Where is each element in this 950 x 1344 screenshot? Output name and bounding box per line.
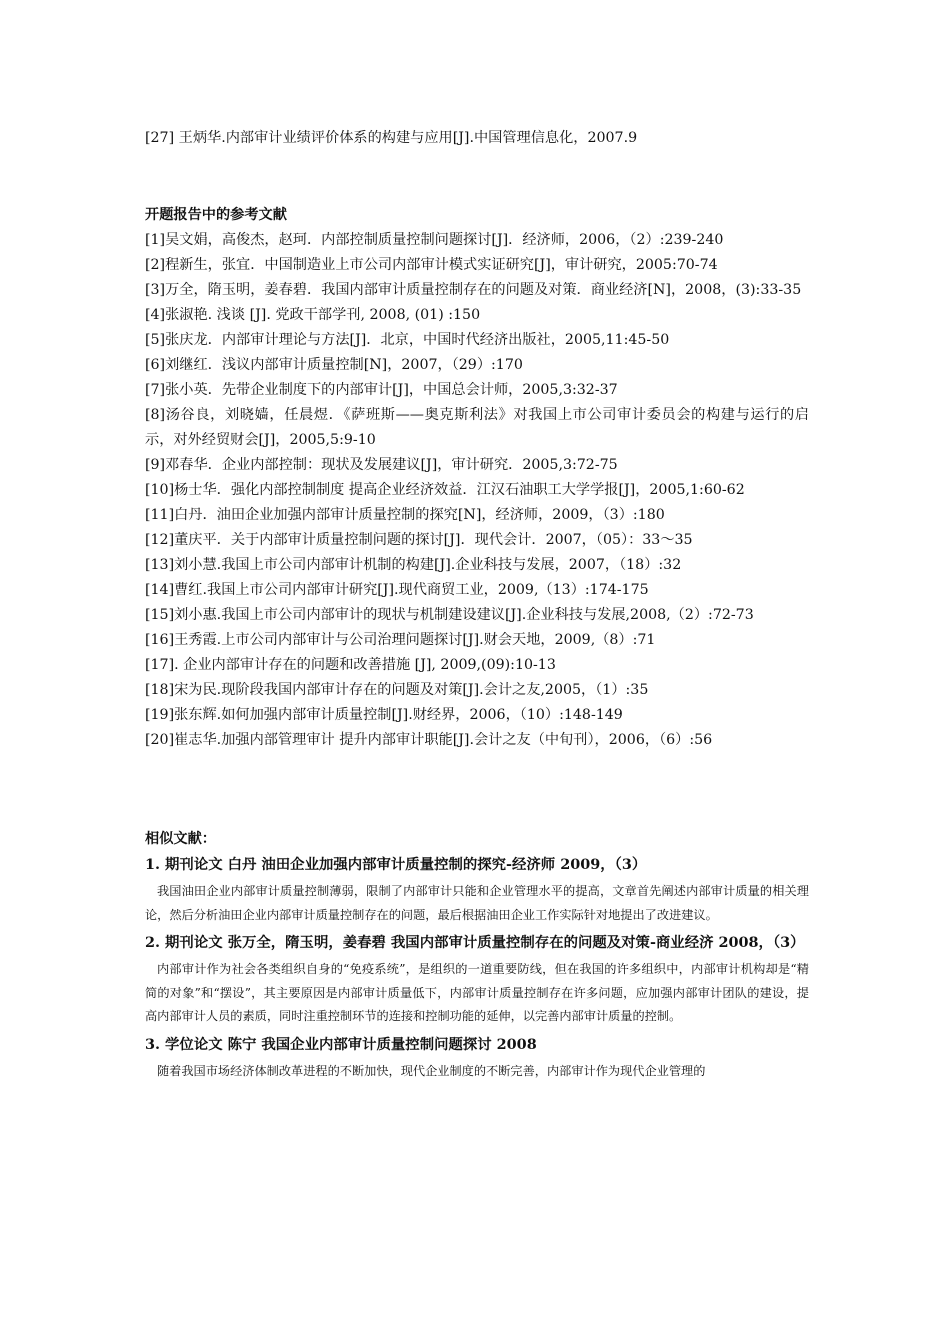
reference-item: [18]宋为民.现阶段我国内部审计存在的问题及对策[J].会计之友,2005，（1）:35 [145, 682, 649, 698]
reference-item: [4]张淑艳. 浅谈 [J]. 党政干部学刊, 2008, (01) :150 [145, 307, 481, 323]
reference-item: [14]曹红.我国上市公司内部审计研究[J].现代商贸工业，2009,（13）:174-175 [145, 582, 649, 598]
proposal-reference-list [145, 228, 809, 753]
similar-item [145, 930, 809, 1029]
reference-item: [10]杨士华．强化内部控制制度 提高企业经济效益．江汉石油职工大学学报[J]，2005,1:60-62 [145, 482, 745, 498]
reference-item: [1]吴文娟，高俊杰，赵珂．内部控制质量控制问题探讨[J]．经济师，2006，（2）:239-240 [145, 232, 724, 248]
similar-item [145, 1032, 809, 1084]
similar-item-heading: 2. 期刊论文 张万全，隋玉明，姜春碧 我国内部审计质量控制存在的问题及对策-商业经济 2008，（3） [145, 934, 805, 951]
similar-item-heading: 1. 期刊论文 白丹 油田企业加强内部审计质量控制的探究-经济师 2009，（3） [145, 856, 647, 873]
similar-item-heading: 3. 学位论文 陈宁 我国企业内部审计质量控制问题探讨 2008 [145, 1035, 537, 1053]
reference-item: [13]刘小慧.我国上市公司内部审计机制的构建[J].企业科技与发展，2007，（18）:32 [145, 557, 682, 573]
reference-item: [3]万全，隋玉明，姜春碧．我国内部审计质量控制存在的问题及对策．商业经济[N]，2008，(3):33-35 [145, 282, 802, 298]
reference-27: [27] 王炳华.内部审计业绩评价体系的构建与应用[J].中国管理信息化，2007.9 [145, 130, 638, 146]
reference-item: [15]刘小惠.我国上市公司内部审计的现状与机制建设建议[J].企业科技与发展,2008,（2）:72-73 [145, 607, 754, 623]
reference-item: [2]程新生，张宜．中国制造业上市公司内部审计模式实证研究[J]，审计研究，2005:70-74 [145, 257, 718, 273]
reference-item: [6]刘继红．浅议内部审计质量控制[N]，2007，（29）:170 [145, 357, 523, 373]
similar-literature-title: 相似文献： [145, 831, 216, 847]
reference-item: [20]崔志华.加强内部管理审计 提升内部审计职能[J].会计之友（中旬刊），2006，（6）:56 [145, 732, 713, 748]
similar-item-abstract: 随着我国市场经济体制改革进程的不断加快，现代企业制度的不断完善，内部审计作为现代企业管理的 [157, 1063, 706, 1078]
proposal-references-title: 开题报告中的参考文献 [145, 207, 287, 223]
reference-item: [8]汤谷良，刘晓嫱，任晨煜．《萨班斯——奥克斯利法》对我国上市公司审计委员会的构建与运行的启示，对外经贸财会[J]，2005,5:9-10 [145, 407, 809, 448]
reference-item: [5]张庆龙．内部审计理论与方法[J]．北京，中国时代经济出版社，2005,11:45-50 [145, 332, 670, 348]
document-content [145, 126, 809, 1086]
reference-item: [9]邓春华．企业内部控制：现状及发展建议[J]，审计研究．2005,3:72-75 [145, 457, 618, 473]
similar-literature-list [145, 852, 809, 1083]
reference-item: [16]王秀霞.上市公司内部审计与公司治理问题探讨[J].财会天地，2009,（8）:71 [145, 632, 656, 648]
reference-item: [7]张小英．先带企业制度下的内部审计[J]，中国总会计师，2005,3:32-37 [145, 382, 618, 398]
similar-item-abstract: 内部审计作为社会各类组织自身的“免疫系统”，是组织的一道重要防线，但在我国的许多组织中，内部审计机构却是“精简的对象”和“摆设”，其主要原因是内部审计质量低下，内部审计质量控制存在许多问题，应加强内部审计团队的建设，提高内部审计人员的素质，同时注重控制环节的连接和控制功能的延伸，以完善内部审计质量的控制。 [145, 962, 809, 1023]
section-spacer [145, 753, 809, 827]
reference-item: [11]白丹．油田企业加强内部审计质量控制的探究[N]，经济师，2009，（3）:180 [145, 507, 665, 523]
similar-item [145, 852, 809, 927]
reference-item: [12]董庆平．关于内部审计质量控制问题的探讨[J]．现代会计．2007，（05）：33～35 [145, 532, 693, 548]
reference-item: [17]. 企业内部审计存在的问题和改善措施 [J], 2009,(09):10-13 [145, 657, 556, 673]
similar-item-abstract: 我国油田企业内部审计质量控制薄弱，限制了内部审计只能和企业管理水平的提高，文章首先阐述内部审计质量的相关理论，然后分析油田企业内部审计质量控制存在的问题，最后根据油田企业工作实际针对地提出了改进建议。 [145, 884, 809, 922]
reference-item: [19]张东辉.如何加强内部审计质量控制[J].财经界，2006，（10）:148-149 [145, 707, 623, 723]
